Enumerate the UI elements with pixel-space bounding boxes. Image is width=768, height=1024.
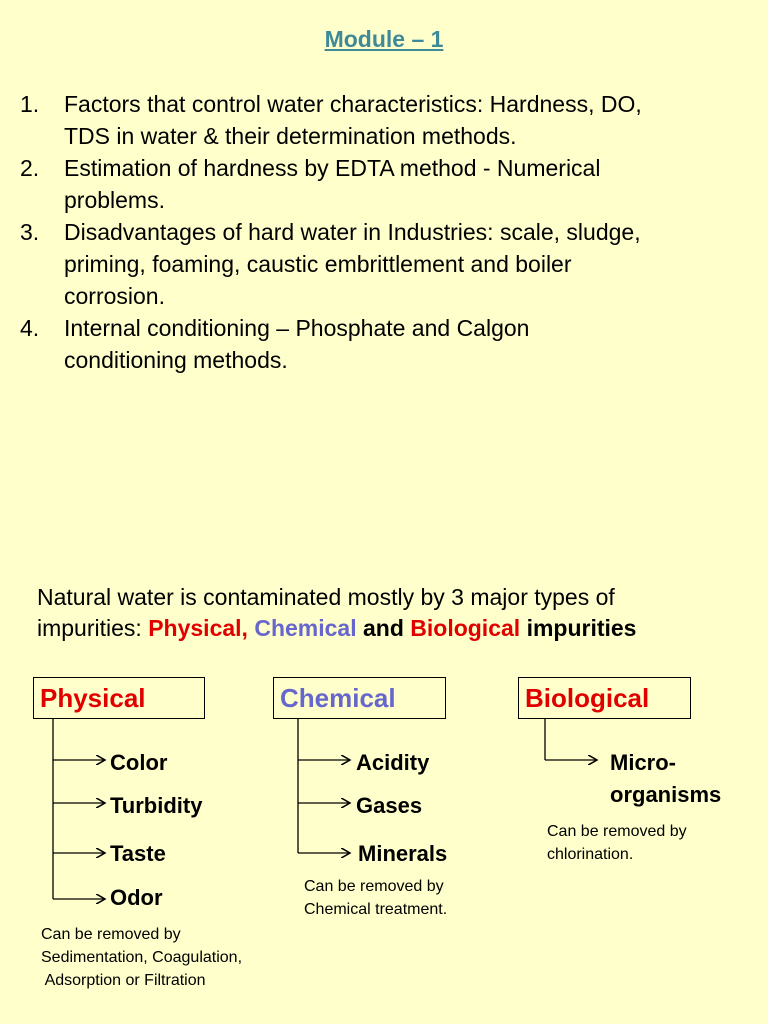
intro-and: and: [362, 615, 404, 641]
topic-number: 2.: [20, 155, 40, 181]
topic-line: problems.: [64, 187, 165, 213]
intro-chemical: Chemical: [254, 615, 357, 641]
topic-number: 3.: [20, 219, 40, 245]
topic-number: 4.: [20, 315, 40, 341]
note-line: chlorination.: [547, 846, 634, 863]
biological-box: Biological: [518, 677, 691, 719]
note-line: Can be removed by: [304, 878, 444, 895]
physical-item-taste: Taste: [110, 841, 166, 866]
biological-removal-note: [547, 820, 687, 866]
intro-line: Natural water is contaminated mostly by 3 major types of: [37, 584, 615, 610]
physical-item-turbidity: Turbidity: [110, 793, 203, 818]
biological-item-micro: Micro-: [610, 750, 676, 775]
note-line: Sedimentation, Coagulation,: [41, 949, 243, 966]
physical-item-odor: Odor: [110, 885, 163, 910]
note-line: Can be removed by: [41, 926, 181, 943]
topic-line: TDS in water & their determination methods.: [64, 123, 517, 149]
intro-suffix: impurities: [526, 615, 637, 641]
topic-line: Internal conditioning – Phosphate and Calgon: [64, 315, 530, 341]
note-line: Can be removed by: [547, 823, 687, 840]
physical-removal-note: [41, 923, 242, 992]
topic-line: Disadvantages of hard water in Industries: scale, sludge,: [64, 219, 641, 245]
module-title: Module – 1: [324, 26, 444, 52]
intro-biological: Biological: [410, 615, 521, 641]
topic-line: corrosion.: [64, 283, 165, 309]
intro-physical: Physical,: [148, 615, 248, 641]
topic-line: Estimation of hardness by EDTA method - Numerical: [64, 155, 601, 181]
topic-line: Factors that control water characteristics: Hardness, DO,: [64, 91, 642, 117]
note-line: Chemical treatment.: [304, 901, 448, 918]
biological-item-organisms: organisms: [610, 782, 722, 807]
physical-item-color: Color: [110, 750, 168, 775]
topic-number: 1.: [20, 91, 40, 117]
note-line: Adsorption or Filtration: [41, 972, 206, 989]
chemical-removal-note: [304, 875, 447, 921]
topic-line: conditioning methods.: [64, 347, 288, 373]
intro-prefix: impurities:: [37, 615, 149, 641]
chemical-item-gases: Gases: [356, 793, 423, 818]
chemical-box: Chemical: [273, 677, 446, 719]
chemical-item-minerals: Minerals: [358, 841, 448, 866]
chemical-item-acidity: Acidity: [356, 750, 430, 775]
topic-line: priming, foaming, caustic embrittlement and boiler: [64, 251, 572, 277]
physical-box: Physical: [33, 677, 205, 719]
